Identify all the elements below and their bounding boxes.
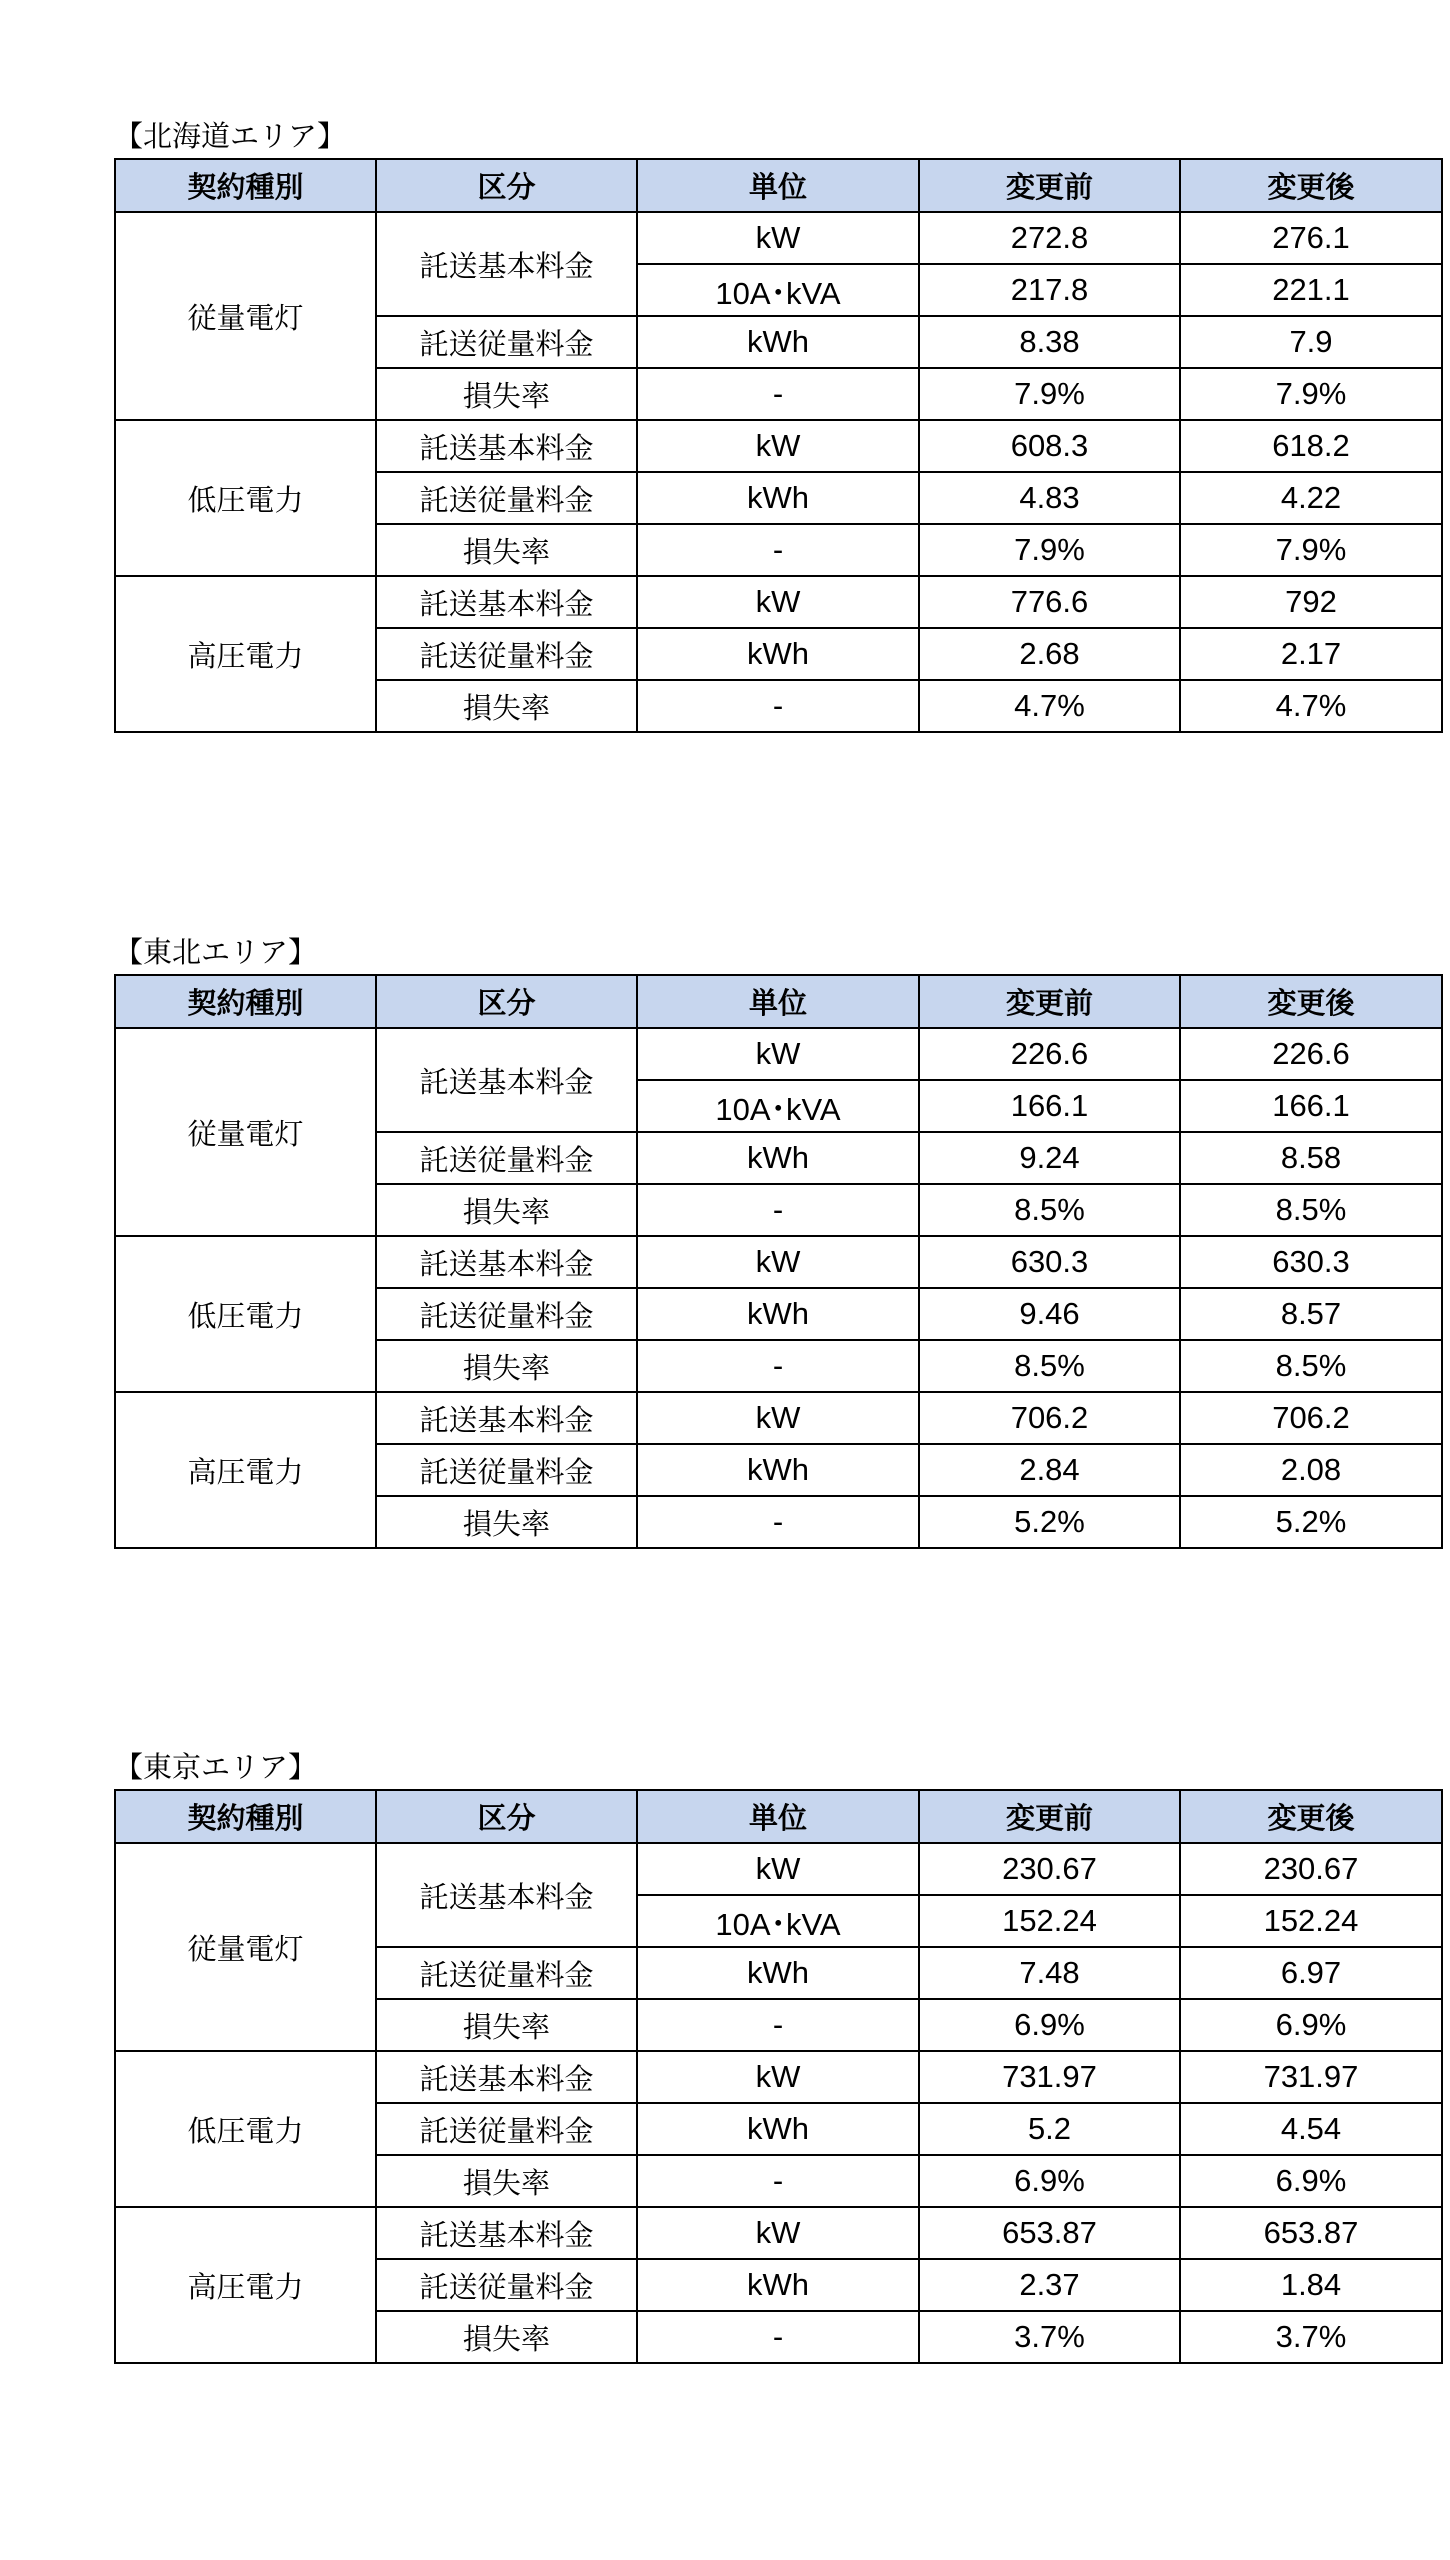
category-cell: 託送従量料金 bbox=[376, 1444, 637, 1496]
header-row bbox=[115, 159, 1442, 212]
table-row bbox=[115, 1843, 1442, 1895]
after-cell: 230.67 bbox=[1180, 1843, 1442, 1895]
before-cell: 7.9% bbox=[919, 524, 1180, 576]
before-cell: 5.2 bbox=[919, 2103, 1180, 2155]
before-cell: 6.9% bbox=[919, 2155, 1180, 2207]
contract-type-cell: 高圧電力 bbox=[115, 1392, 376, 1548]
category-cell: 損失率 bbox=[376, 1340, 637, 1392]
after-cell: 152.24 bbox=[1180, 1895, 1442, 1947]
category-cell: 損失率 bbox=[376, 1999, 637, 2051]
category-cell: 託送従量料金 bbox=[376, 1288, 637, 1340]
category-cell: 託送従量料金 bbox=[376, 2259, 637, 2311]
after-cell: 8.57 bbox=[1180, 1288, 1442, 1340]
unit-cell: - bbox=[637, 2311, 919, 2363]
category-cell: 託送基本料金 bbox=[376, 1236, 637, 1288]
category-cell: 託送基本料金 bbox=[376, 1843, 637, 1947]
after-cell: 221.1 bbox=[1180, 264, 1442, 316]
after-cell: 7.9% bbox=[1180, 368, 1442, 420]
unit-cell: kW bbox=[637, 2051, 919, 2103]
before-cell: 9.46 bbox=[919, 1288, 1180, 1340]
after-cell: 6.97 bbox=[1180, 1947, 1442, 1999]
rate-table bbox=[114, 1789, 1443, 2364]
table-row bbox=[115, 1236, 1442, 1288]
contract-type-cell: 低圧電力 bbox=[115, 2051, 376, 2207]
header-category: 区分 bbox=[376, 975, 637, 1028]
after-cell: 706.2 bbox=[1180, 1392, 1442, 1444]
header-contract-type: 契約種別 bbox=[115, 159, 376, 212]
contract-type-cell: 低圧電力 bbox=[115, 420, 376, 576]
after-cell: 6.9% bbox=[1180, 1999, 1442, 2051]
unit-cell: - bbox=[637, 1184, 919, 1236]
header-before: 変更前 bbox=[919, 1790, 1180, 1843]
category-cell: 託送基本料金 bbox=[376, 212, 637, 316]
category-cell: 託送従量料金 bbox=[376, 628, 637, 680]
unit-cell: kWh bbox=[637, 316, 919, 368]
unit-cell: kWh bbox=[637, 1132, 919, 1184]
before-cell: 706.2 bbox=[919, 1392, 1180, 1444]
category-cell: 託送従量料金 bbox=[376, 316, 637, 368]
before-cell: 608.3 bbox=[919, 420, 1180, 472]
category-cell: 託送基本料金 bbox=[376, 1028, 637, 1132]
section-title: 【東京エリア】 bbox=[114, 1750, 318, 1784]
after-cell: 7.9% bbox=[1180, 524, 1442, 576]
unit-cell: kW bbox=[637, 1392, 919, 1444]
table-row bbox=[115, 212, 1442, 264]
section-title: 【東北エリア】 bbox=[114, 935, 318, 969]
before-cell: 4.83 bbox=[919, 472, 1180, 524]
unit-cell: kW bbox=[637, 1843, 919, 1895]
before-cell: 9.24 bbox=[919, 1132, 1180, 1184]
category-cell: 損失率 bbox=[376, 1184, 637, 1236]
category-cell: 託送基本料金 bbox=[376, 2051, 637, 2103]
unit-cell: kWh bbox=[637, 628, 919, 680]
after-cell: 166.1 bbox=[1180, 1080, 1442, 1132]
after-cell: 276.1 bbox=[1180, 212, 1442, 264]
header-unit: 単位 bbox=[637, 975, 919, 1028]
before-cell: 2.84 bbox=[919, 1444, 1180, 1496]
before-cell: 2.37 bbox=[919, 2259, 1180, 2311]
after-cell: 731.97 bbox=[1180, 2051, 1442, 2103]
unit-cell: - bbox=[637, 680, 919, 732]
after-cell: 630.3 bbox=[1180, 1236, 1442, 1288]
unit-cell: kWh bbox=[637, 2103, 919, 2155]
after-cell: 226.6 bbox=[1180, 1028, 1442, 1080]
category-cell: 託送基本料金 bbox=[376, 576, 637, 628]
before-cell: 776.6 bbox=[919, 576, 1180, 628]
unit-cell: - bbox=[637, 368, 919, 420]
category-cell: 損失率 bbox=[376, 680, 637, 732]
after-cell: 792 bbox=[1180, 576, 1442, 628]
rate-table bbox=[114, 974, 1443, 1549]
category-cell: 損失率 bbox=[376, 2311, 637, 2363]
after-cell: 8.5% bbox=[1180, 1340, 1442, 1392]
header-contract-type: 契約種別 bbox=[115, 975, 376, 1028]
unit-cell: kWh bbox=[637, 1288, 919, 1340]
table-row bbox=[115, 1392, 1442, 1444]
before-cell: 230.67 bbox=[919, 1843, 1180, 1895]
contract-type-cell: 従量電灯 bbox=[115, 212, 376, 420]
category-cell: 損失率 bbox=[376, 524, 637, 576]
unit-cell: - bbox=[637, 2155, 919, 2207]
unit-cell: kW bbox=[637, 1236, 919, 1288]
category-cell: 託送従量料金 bbox=[376, 1947, 637, 1999]
contract-type-cell: 高圧電力 bbox=[115, 2207, 376, 2363]
before-cell: 653.87 bbox=[919, 2207, 1180, 2259]
header-category: 区分 bbox=[376, 1790, 637, 1843]
before-cell: 166.1 bbox=[919, 1080, 1180, 1132]
header-row bbox=[115, 1790, 1442, 1843]
category-cell: 託送従量料金 bbox=[376, 2103, 637, 2155]
header-after: 変更後 bbox=[1180, 975, 1442, 1028]
before-cell: 5.2% bbox=[919, 1496, 1180, 1548]
unit-cell: kWh bbox=[637, 472, 919, 524]
category-cell: 託送従量料金 bbox=[376, 472, 637, 524]
section-title: 【北海道エリア】 bbox=[114, 119, 347, 153]
header-after: 変更後 bbox=[1180, 1790, 1442, 1843]
table-row bbox=[115, 1028, 1442, 1080]
after-cell: 8.58 bbox=[1180, 1132, 1442, 1184]
before-cell: 8.38 bbox=[919, 316, 1180, 368]
before-cell: 2.68 bbox=[919, 628, 1180, 680]
table-row bbox=[115, 2207, 1442, 2259]
unit-cell: kW bbox=[637, 212, 919, 264]
after-cell: 653.87 bbox=[1180, 2207, 1442, 2259]
unit-cell: - bbox=[637, 1340, 919, 1392]
category-cell: 損失率 bbox=[376, 1496, 637, 1548]
header-contract-type: 契約種別 bbox=[115, 1790, 376, 1843]
unit-cell: - bbox=[637, 1496, 919, 1548]
before-cell: 217.8 bbox=[919, 264, 1180, 316]
unit-cell: 10A･kVA bbox=[637, 264, 919, 316]
header-category: 区分 bbox=[376, 159, 637, 212]
before-cell: 226.6 bbox=[919, 1028, 1180, 1080]
after-cell: 1.84 bbox=[1180, 2259, 1442, 2311]
before-cell: 7.48 bbox=[919, 1947, 1180, 1999]
table-row bbox=[115, 576, 1442, 628]
before-cell: 8.5% bbox=[919, 1184, 1180, 1236]
rate-table bbox=[114, 158, 1443, 733]
header-row bbox=[115, 975, 1442, 1028]
contract-type-cell: 従量電灯 bbox=[115, 1843, 376, 2051]
unit-cell: kW bbox=[637, 1028, 919, 1080]
unit-cell: kW bbox=[637, 576, 919, 628]
category-cell: 託送基本料金 bbox=[376, 420, 637, 472]
after-cell: 7.9 bbox=[1180, 316, 1442, 368]
before-cell: 731.97 bbox=[919, 2051, 1180, 2103]
after-cell: 4.22 bbox=[1180, 472, 1442, 524]
before-cell: 7.9% bbox=[919, 368, 1180, 420]
before-cell: 3.7% bbox=[919, 2311, 1180, 2363]
category-cell: 損失率 bbox=[376, 2155, 637, 2207]
unit-cell: kW bbox=[637, 420, 919, 472]
category-cell: 託送基本料金 bbox=[376, 2207, 637, 2259]
before-cell: 6.9% bbox=[919, 1999, 1180, 2051]
before-cell: 630.3 bbox=[919, 1236, 1180, 1288]
contract-type-cell: 高圧電力 bbox=[115, 576, 376, 732]
contract-type-cell: 低圧電力 bbox=[115, 1236, 376, 1392]
after-cell: 618.2 bbox=[1180, 420, 1442, 472]
after-cell: 4.7% bbox=[1180, 680, 1442, 732]
after-cell: 3.7% bbox=[1180, 2311, 1442, 2363]
after-cell: 6.9% bbox=[1180, 2155, 1442, 2207]
header-after: 変更後 bbox=[1180, 159, 1442, 212]
after-cell: 5.2% bbox=[1180, 1496, 1442, 1548]
unit-cell: kWh bbox=[637, 2259, 919, 2311]
after-cell: 8.5% bbox=[1180, 1184, 1442, 1236]
before-cell: 8.5% bbox=[919, 1340, 1180, 1392]
category-cell: 託送基本料金 bbox=[376, 1392, 637, 1444]
unit-cell: 10A･kVA bbox=[637, 1080, 919, 1132]
category-cell: 託送従量料金 bbox=[376, 1132, 637, 1184]
after-cell: 2.08 bbox=[1180, 1444, 1442, 1496]
unit-cell: - bbox=[637, 524, 919, 576]
before-cell: 4.7% bbox=[919, 680, 1180, 732]
header-unit: 単位 bbox=[637, 159, 919, 212]
category-cell: 損失率 bbox=[376, 368, 637, 420]
unit-cell: 10A･kVA bbox=[637, 1895, 919, 1947]
header-before: 変更前 bbox=[919, 975, 1180, 1028]
after-cell: 4.54 bbox=[1180, 2103, 1442, 2155]
contract-type-cell: 従量電灯 bbox=[115, 1028, 376, 1236]
unit-cell: - bbox=[637, 1999, 919, 2051]
table-row bbox=[115, 420, 1442, 472]
unit-cell: kWh bbox=[637, 1947, 919, 1999]
before-cell: 152.24 bbox=[919, 1895, 1180, 1947]
table-row bbox=[115, 2051, 1442, 2103]
header-before: 変更前 bbox=[919, 159, 1180, 212]
before-cell: 272.8 bbox=[919, 212, 1180, 264]
unit-cell: kWh bbox=[637, 1444, 919, 1496]
unit-cell: kW bbox=[637, 2207, 919, 2259]
after-cell: 2.17 bbox=[1180, 628, 1442, 680]
header-unit: 単位 bbox=[637, 1790, 919, 1843]
